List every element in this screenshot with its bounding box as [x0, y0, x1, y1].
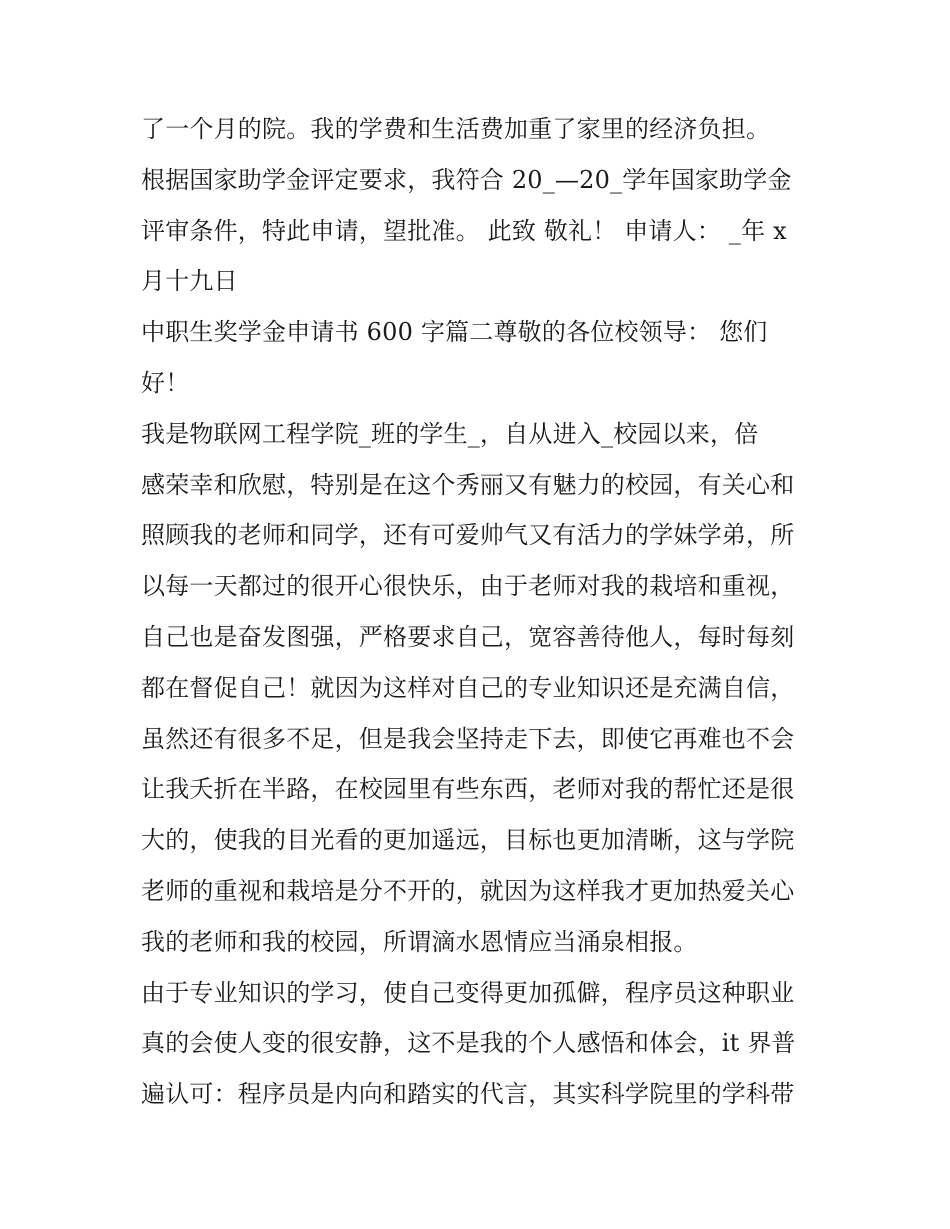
text-line: 以每一天都过的很开心很快乐，由于老师对我的栽培和重视， [141, 572, 795, 601]
text-line: 老师的重视和栽培是分不开的，就因为这样我才更加热爱关心 [141, 876, 795, 905]
text-line: 虽然还有很多不足，但是我会坚持走下去，即使它再难也不会 [141, 724, 795, 753]
text-line: 遍认可：程序员是内向和踏实的代言，其实科学院里的学科带 [141, 1080, 795, 1109]
document-body [141, 104, 821, 1120]
section-heading-line: 中职生奖学金申请书 600 字篇二尊敬的各位校领导： 您们 [141, 318, 768, 347]
text-line: 评审条件，特此申请，望批准。 此致 敬礼！ 申请人： _年 x [141, 216, 787, 245]
text-line: 好！ [141, 368, 190, 397]
text-line: 自己也是奋发图强，严格要求自己，宽容善待他人，每时每刻 [141, 622, 795, 651]
text-line: 大的，使我的目光看的更加遥远，目标也更加清晰，这与学院 [141, 826, 795, 855]
text-line: 都在督促自己！就因为这样对自己的专业知识还是充满自信， [141, 673, 795, 702]
text-line: 了一个月的院。我的学费和生活费加重了家里的经济负担。 [141, 115, 771, 143]
text-line: 月十九日 [141, 267, 238, 296]
text-line: 我是物联网工程学院_班的学生_，自从进入_校园以来，倍 [141, 419, 759, 448]
text-line: 真的会使人变的很安静，这不是我的个人感悟和体会，it 界普 [141, 1029, 796, 1058]
text-line: 我的老师和我的校园，所谓滴水恩情应当涌泉相报。 [141, 927, 698, 956]
text-line: 让我夭折在半路，在校园里有些东西，老师对我的帮忙还是很 [141, 775, 795, 804]
text-line: 由于专业知识的学习，使自己变得更加孤僻，程序员这种职业 [141, 978, 795, 1007]
text-line: 感荣幸和欣慰，特别是在这个秀丽又有魅力的校园，有关心和 [141, 470, 795, 499]
text-line: 根据国家助学金评定要求，我符合 20_—20_学年国家助学金 [141, 165, 792, 194]
text-line: 照顾我的老师和同学，还有可爱帅气又有活力的学妹学弟，所 [141, 521, 795, 550]
